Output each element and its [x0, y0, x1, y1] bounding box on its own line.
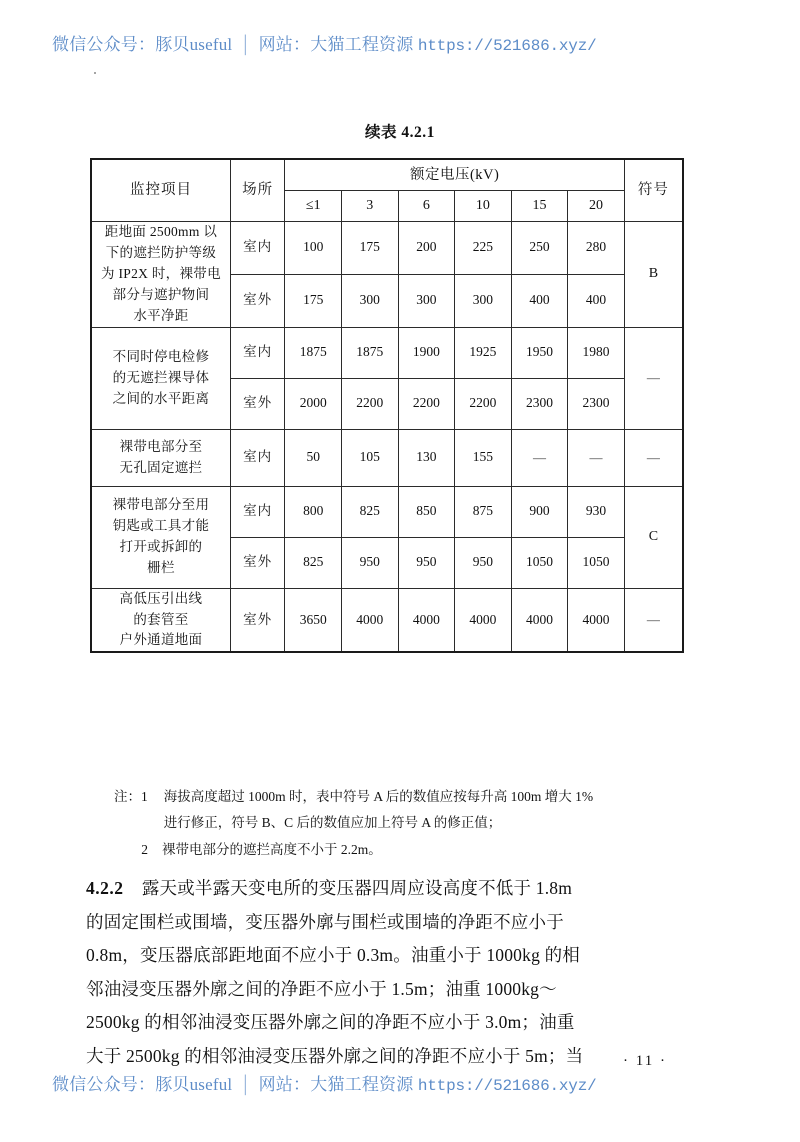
- cell-value-≤1: 100: [285, 222, 342, 275]
- table-notes: [114, 784, 714, 863]
- item-line: 部分与遮护物间: [112, 286, 210, 302]
- cell-value-15: —: [511, 429, 568, 486]
- header-watermark: [0, 30, 800, 55]
- clearance-spec-table: [90, 158, 684, 653]
- item-line: 的无遮拦裸导体: [112, 369, 210, 385]
- item-line: 之间的水平距离: [112, 390, 210, 406]
- note-line: 裸带电部分的遮拦高度不小于 2.2m。: [162, 841, 382, 857]
- note-body-2: [162, 837, 714, 863]
- cell-value-15: 4000: [511, 588, 568, 652]
- header-voltage-5: 20: [568, 191, 625, 222]
- cell-value-6: 1900: [398, 327, 455, 378]
- paragraph-line-3: 0.8m，变压器底部距地面不应小于 0.3m。油重小于 1000kg 的相: [86, 945, 580, 966]
- cell-item: [91, 222, 230, 328]
- cell-value-≤1: 3650: [285, 588, 342, 652]
- item-line: 钥匙或工具才能: [112, 518, 210, 534]
- cell-value-15: 250: [511, 222, 568, 275]
- item-line: 裸带电部分至用: [112, 497, 210, 513]
- scan-artifact-dot: [94, 72, 96, 74]
- header-voltage-2: 6: [398, 191, 455, 222]
- spec-table-wrapper: [90, 158, 684, 653]
- item-line: 不同时停电检修: [112, 348, 210, 364]
- cell-value-15: 900: [511, 486, 568, 537]
- cell-value-20: 400: [568, 274, 625, 327]
- cell-place: 室内: [230, 327, 285, 378]
- cell-value-15: 2300: [511, 378, 568, 429]
- watermark-url[interactable]: https://521686.xyz/: [417, 37, 597, 55]
- cell-value-10: 875: [455, 486, 512, 537]
- cell-value-6: 200: [398, 222, 455, 275]
- item-line: 下的遮拦防护等级: [105, 244, 217, 260]
- cell-value-10: 2200: [455, 378, 512, 429]
- cell-value-15: 1050: [511, 537, 568, 588]
- item-line: 户外通道地面: [119, 632, 203, 648]
- paragraph-line-2: 的固定围栏或围墙，变压器外廓与围栏或围墙的净距不应小于: [86, 911, 564, 932]
- header-voltage-4: 15: [511, 191, 568, 222]
- watermark-site-name: 大猫工程资源: [310, 35, 414, 54]
- cell-place: 室内: [230, 429, 285, 486]
- table-row: [91, 222, 683, 275]
- cell-value-≤1: 2000: [285, 378, 342, 429]
- cell-value-15: 1950: [511, 327, 568, 378]
- cell-value-≤1: 800: [285, 486, 342, 537]
- cell-value-3: 2200: [342, 378, 399, 429]
- watermark-site-name: 大猫工程资源: [310, 1075, 414, 1094]
- cell-value-3: 300: [342, 274, 399, 327]
- cell-value-20: —: [568, 429, 625, 486]
- cell-symbol: C: [624, 486, 683, 588]
- section-paragraph-4-2-2: [86, 872, 716, 1074]
- table-row: [91, 588, 683, 652]
- note-number-2: 2: [141, 841, 148, 857]
- cell-place: 室内: [230, 222, 285, 275]
- cell-value-3: 1875: [342, 327, 399, 378]
- section-number: 4.2.2: [86, 878, 124, 898]
- cell-value-10: 950: [455, 537, 512, 588]
- watermark-site-label: 网站：: [258, 35, 311, 54]
- item-line: 裸带电部分至: [119, 438, 203, 454]
- page-number: · 11 ·: [623, 1053, 667, 1069]
- cell-value-10: 4000: [455, 588, 512, 652]
- watermark-separator: │: [239, 1075, 252, 1094]
- cell-symbol: B: [624, 222, 683, 328]
- cell-value-3: 825: [342, 486, 399, 537]
- cell-value-10: 300: [455, 274, 512, 327]
- cell-place: 室外: [230, 274, 285, 327]
- cell-place: 室外: [230, 378, 285, 429]
- cell-value-20: 1050: [568, 537, 625, 588]
- cell-value-20: 2300: [568, 378, 625, 429]
- paragraph-line-6: 大于 2500kg 的相邻油浸变压器外廓之间的净距不应小于 5m；当: [86, 1045, 584, 1066]
- header-place: 场所: [230, 159, 285, 222]
- note-line: 海拔高度超过 1000m 时，表中符号 A 后的数值应按每升高 100m 增大 1%: [163, 789, 594, 804]
- header-voltage-0: ≤1: [285, 191, 342, 222]
- cell-value-≤1: 825: [285, 537, 342, 588]
- cell-value-3: 950: [342, 537, 399, 588]
- paragraph-text: 露天或半露天变电所的变压器四周应设高度不低于 1.8m: [141, 878, 573, 898]
- item-line: 距地面 2500mm 以: [104, 224, 218, 239]
- cell-symbol: —: [624, 327, 683, 429]
- cell-value-6: 4000: [398, 588, 455, 652]
- cell-value-6: 130: [398, 429, 455, 486]
- cell-item: [91, 327, 230, 429]
- cell-place: 室外: [230, 588, 285, 652]
- table-caption: 续表 4.2.1: [365, 124, 435, 141]
- cell-item: [91, 486, 230, 588]
- cell-value-10: 155: [455, 429, 512, 486]
- cell-value-3: 175: [342, 222, 399, 275]
- cell-value-20: 1980: [568, 327, 625, 378]
- cell-symbol: —: [624, 588, 683, 652]
- item-line: 为 IP2X 时，裸带电: [101, 265, 221, 281]
- note-item: [114, 784, 714, 837]
- table-row: [91, 486, 683, 537]
- cell-value-20: 930: [568, 486, 625, 537]
- note-line: 进行修正，符号 B、C 后的数值应加上符号 A 的修正值；: [163, 815, 502, 831]
- cell-item: [91, 429, 230, 486]
- cell-value-10: 1925: [455, 327, 512, 378]
- cell-value-20: 4000: [568, 588, 625, 652]
- note-body-1: [148, 784, 714, 837]
- watermark-site-label: 网站：: [258, 1075, 311, 1094]
- cell-value-≤1: 50: [285, 429, 342, 486]
- cell-value-6: 950: [398, 537, 455, 588]
- item-line: 无孔固定遮拦: [119, 459, 203, 475]
- cell-value-3: 4000: [342, 588, 399, 652]
- paragraph-line-4: 邻油浸变压器外廓之间的净距不应小于 1.5m；油重 1000kg～: [86, 978, 557, 999]
- table-head: [91, 159, 683, 222]
- item-line: 水平净距: [133, 307, 189, 323]
- header-voltage-3: 10: [455, 191, 512, 222]
- note-item: [114, 837, 714, 863]
- cell-value-≤1: 175: [285, 274, 342, 327]
- paragraph-line-5: 2500kg 的相邻油浸变压器外廓之间的净距不应小于 3.0m；油重: [86, 1012, 575, 1033]
- cell-symbol: —: [624, 429, 683, 486]
- header-item: 监控项目: [91, 159, 230, 222]
- header-voltage-group: 额定电压(kV): [285, 159, 624, 191]
- cell-item: [91, 588, 230, 652]
- notes-label: 注：: [114, 789, 141, 804]
- watermark-wechat-name: 豚贝useful: [155, 1075, 233, 1094]
- cell-value-10: 225: [455, 222, 512, 275]
- table-body: [91, 222, 683, 653]
- item-line: 栅栏: [147, 560, 175, 576]
- header-symbol: 符号: [624, 159, 683, 222]
- cell-value-20: 280: [568, 222, 625, 275]
- watermark-wechat-name: 豚贝useful: [155, 35, 233, 54]
- item-line: 打开或拆卸的: [119, 539, 203, 555]
- cell-value-≤1: 1875: [285, 327, 342, 378]
- cell-value-6: 2200: [398, 378, 455, 429]
- table-row: [91, 429, 683, 486]
- paragraph-line-1: [86, 872, 716, 906]
- cell-place: 室外: [230, 537, 285, 588]
- cell-value-15: 400: [511, 274, 568, 327]
- note-number-1: 1: [141, 789, 148, 804]
- header-voltage-1: 3: [342, 191, 399, 222]
- cell-value-6: 850: [398, 486, 455, 537]
- cell-value-6: 300: [398, 274, 455, 327]
- cell-place: 室内: [230, 486, 285, 537]
- watermark-separator: │: [239, 35, 252, 54]
- item-line: 的套管至: [133, 611, 189, 627]
- footer-watermark: [0, 1070, 800, 1095]
- table-header-row-1: [91, 159, 683, 191]
- item-line: 高低压引出线: [119, 590, 203, 606]
- table-row: [91, 327, 683, 378]
- watermark-url[interactable]: https://521686.xyz/: [417, 1077, 597, 1095]
- cell-value-3: 105: [342, 429, 399, 486]
- watermark-wechat-label: 微信公众号：: [52, 35, 156, 54]
- watermark-wechat-label: 微信公众号：: [52, 1075, 156, 1094]
